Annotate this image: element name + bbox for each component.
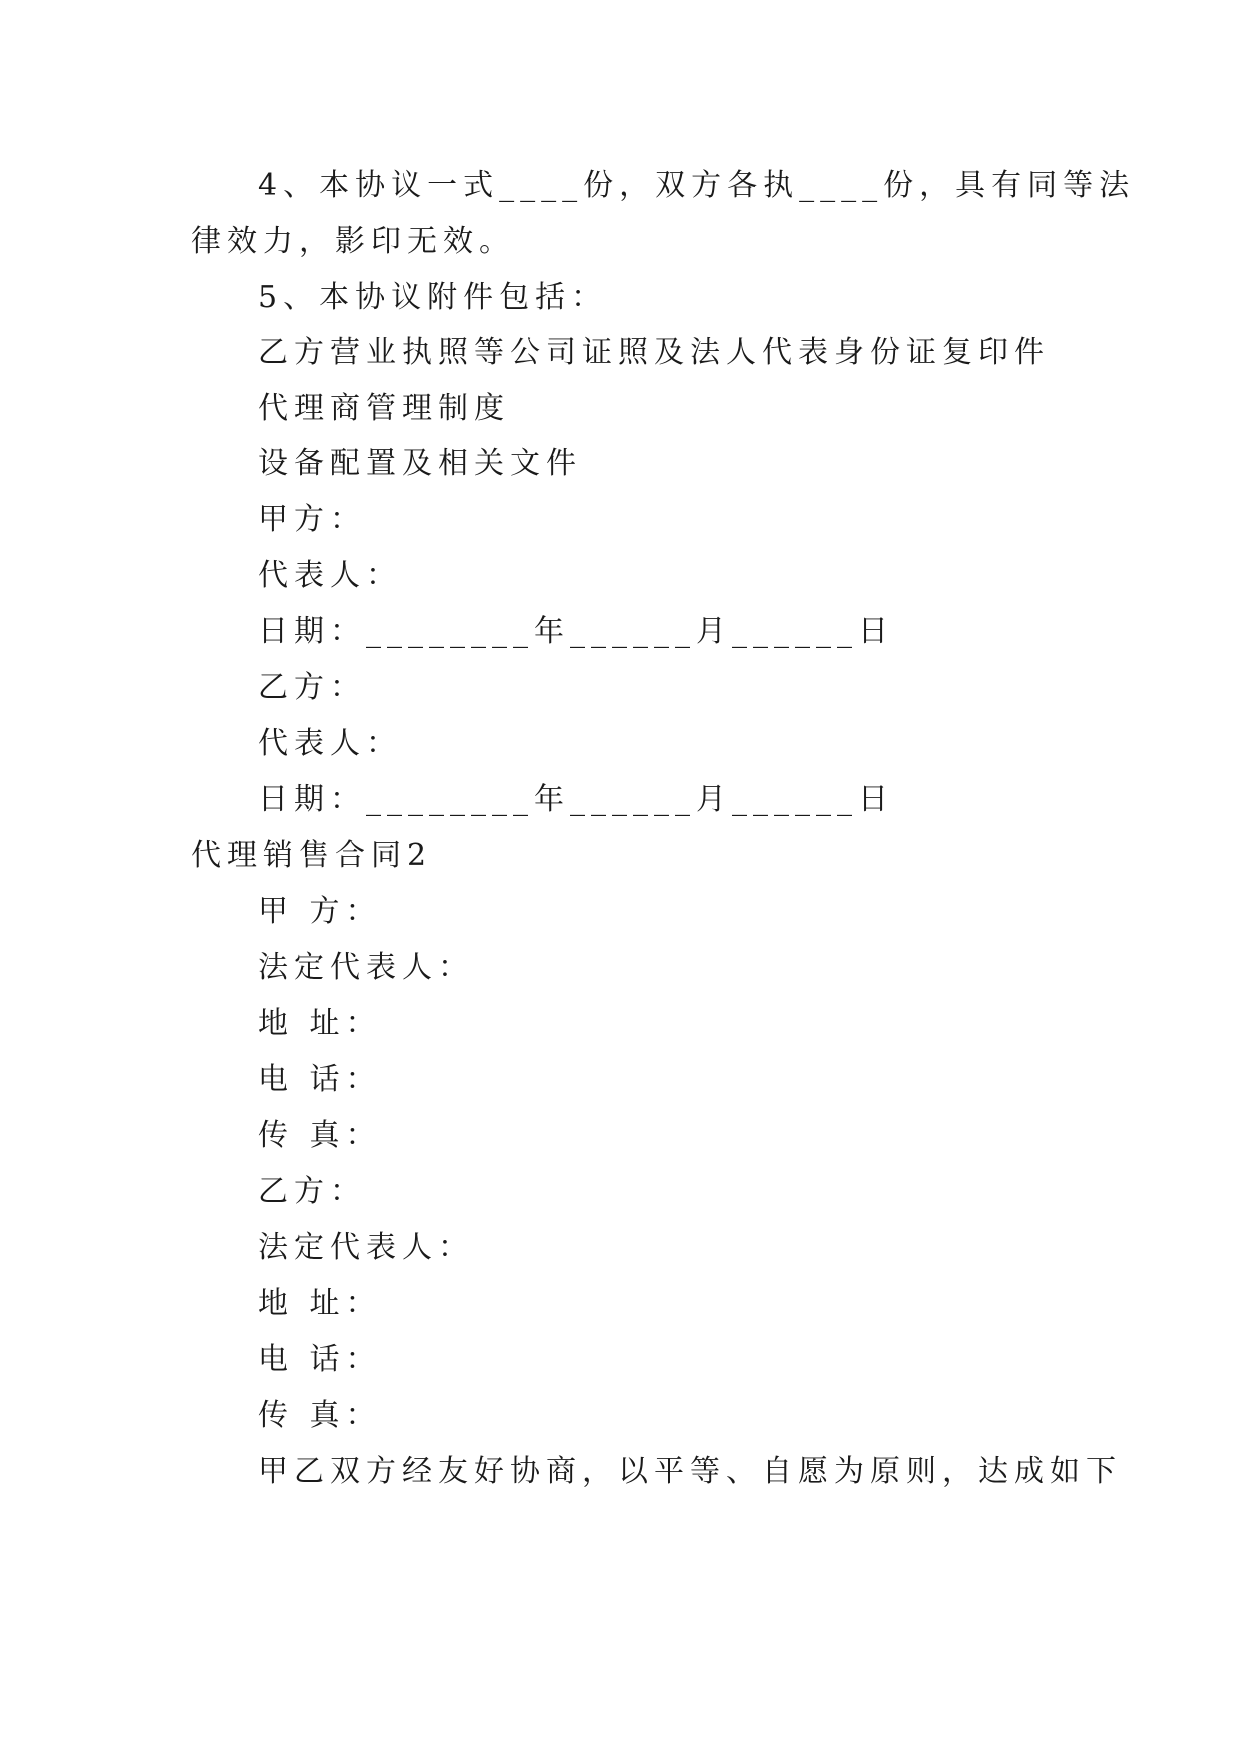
party-b-phone: 电 话： xyxy=(258,1342,382,1377)
clause-5-heading: 5、本协议附件包括： xyxy=(258,280,608,315)
party-a-date: 日期：________年______月______日 xyxy=(258,614,894,649)
party-b-address: 地 址： xyxy=(258,1286,382,1321)
clause-4-line-2: 律效力，影印无效。 xyxy=(191,224,515,259)
party-a-label: 甲 方： xyxy=(258,894,382,929)
party-a-address: 地 址： xyxy=(258,1006,382,1041)
party-a-phone: 电 话： xyxy=(258,1062,382,1097)
party-b-legal-representative: 法定代表人： xyxy=(258,1230,474,1265)
party-a-fax: 传 真： xyxy=(258,1118,382,1153)
party-a-representative: 代表人： xyxy=(258,558,402,593)
party-a-legal-representative: 法定代表人： xyxy=(258,950,474,985)
agreement-intro-paragraph: 甲乙双方经友好协商，以平等、自愿为原则，达成如下 xyxy=(258,1454,1122,1489)
section-title: 代理销售合同2 xyxy=(191,838,433,873)
attachment-item: 乙方营业执照等公司证照及法人代表身份证复印件 xyxy=(258,335,1050,370)
party-b-label: 乙方： xyxy=(258,1174,366,1209)
clause-4-line-1: 4、本协议一式____份，双方各执____份，具有同等法 xyxy=(258,168,1136,203)
party-a-label: 甲方： xyxy=(258,502,366,537)
party-b-fax: 传 真： xyxy=(258,1398,382,1433)
party-b-representative: 代表人： xyxy=(258,726,402,761)
attachment-item: 代理商管理制度 xyxy=(258,391,510,426)
attachment-item: 设备配置及相关文件 xyxy=(258,446,582,481)
party-b-label: 乙方： xyxy=(258,670,366,705)
party-b-date: 日期：________年______月______日 xyxy=(258,782,894,817)
